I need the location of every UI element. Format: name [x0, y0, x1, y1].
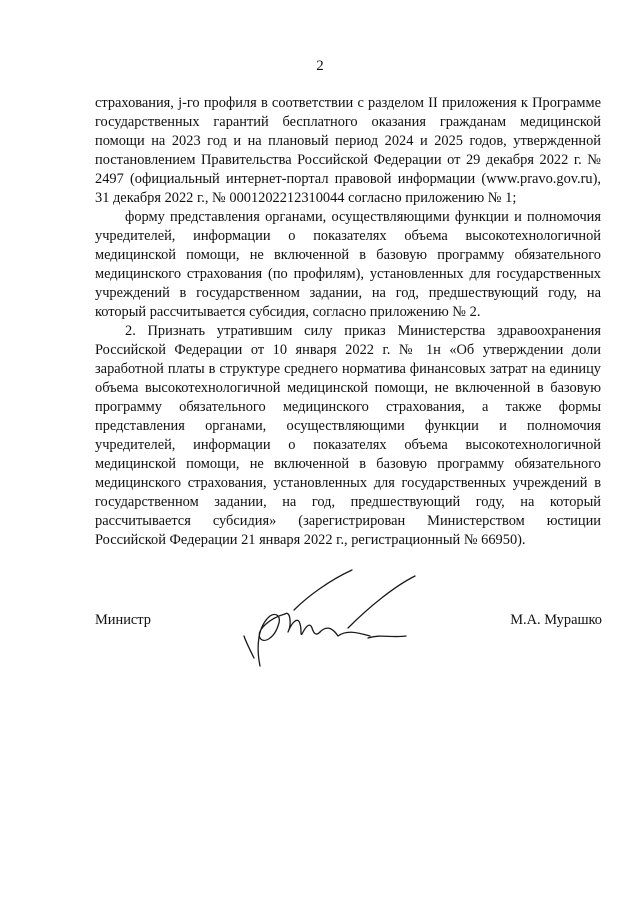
- signature-block: [0, 566, 640, 676]
- page-number: 2: [316, 58, 324, 74]
- signatory-name: М.А. Мурашко: [510, 612, 602, 628]
- paragraph-form-item: форму представления органами, осуществляющими функции и полномочия учредителей, информации о показателях объема высокотехнологичной медицинской помощи, не включенной в базовую программу обязательного медицинского страхования (по профилям), установленных для государственных учреждений в государственном задании, на год, предшествующий году, на который рассчитывается субсидия, согласно приложению № 2.: [95, 209, 601, 320]
- signatory-title: Министр: [95, 612, 151, 628]
- paragraph-item-2: 2. Признать утратившим силу приказ Министерства здравоохранения Российской Федерации от 10 января 2022 г. № 1н «Об утверждении доли заработной платы в структуре среднего норматива финансовых затрат на единицу объема высокотехнологичной медицинской помощи, не включенной в базовую программу обязательного медицинского страхования, а также формы представления органами, осуществляющими функции и полномочия учредителей, информации о показателях объема высокотехнологичной медицинской помощи, не включенной в базовую программу обязательного медицинского страхования, установленных для государственных учреждений в государственном задании, на год, предшествующий году, на который рассчитывается субсидия» (зарегистрирован Министерством юстиции Российской Федерации 21 января 2022 г., регистрационный № 66950).: [95, 323, 601, 548]
- paragraph-continuation: страхования, j-го профиля в соответствии с разделом II приложения к Программе государственных гарантий бесплатного оказания гражданам медицинской помощи на 2023 год и на плановый период 2024 и 2025 годов, утвержденной постановлением Правительства Российской Федерации от 29 декабря 2022 г. № 2497 (официальный интернет-портал правовой информации (www.pravo.gov.ru), 31 декабря 2022 г., № 0001202212310044 согласно приложению № 1;: [95, 95, 601, 206]
- handwritten-signature: [230, 566, 430, 676]
- document-body: [95, 94, 601, 550]
